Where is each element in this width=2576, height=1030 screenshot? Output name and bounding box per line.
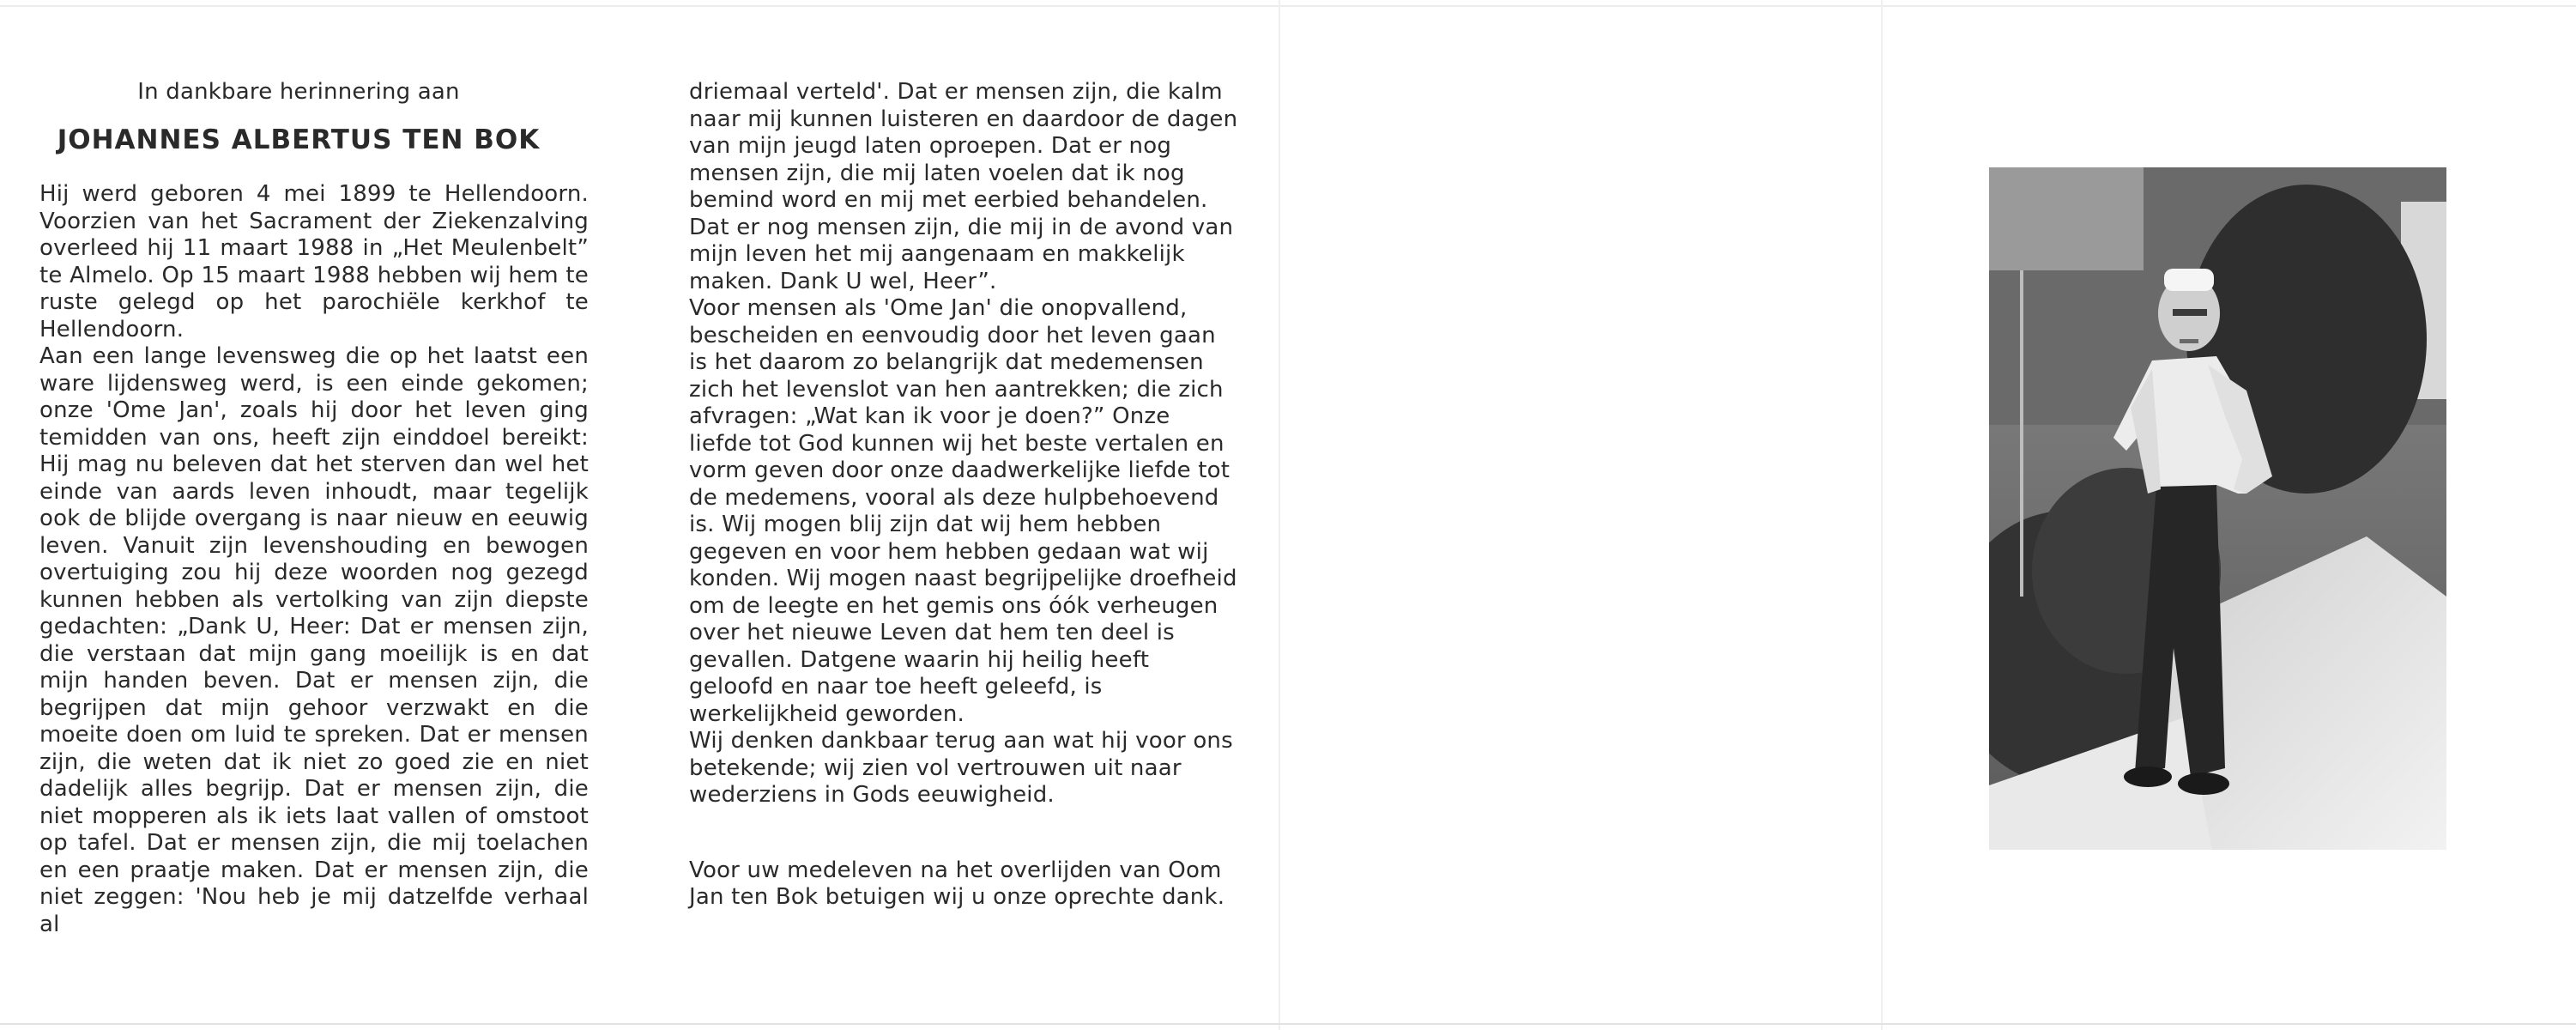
prayer-continuation-paragraph: driemaal verteld'. Dat er mensen zijn, die kalm naar mij kunnen luisteren en daardoor de dagen van mijn jeugd laten oproepen. Dat er nog mensen zijn, die mij laten voelen dat ik nog bemind word en mij met eerbied behandelen. Dat er nog mensen zijn, die mij in de avond van mijn leven het mij aangenaam en makkelijk maken. Dank U wel, Heer”.: [689, 79, 1238, 294]
biography-paragraph: Hij werd geboren 4 mei 1899 te Hellendoorn. Voorzien van het Sacrament der Ziekenzalving overleed hij 11 maart 1988 in „Het Meulenbelt” te Almelo. Op 15 maart 1988 hebben wij hem te ruste gelegd op het parochiële kerkhof te Hellendoorn.: [39, 181, 589, 342]
fold-line-1: [1279, 0, 1280, 1030]
fold-line-2: [1881, 0, 1883, 1030]
deceased-name: JOHANNES ALBERTUS TEN BOK: [57, 124, 541, 155]
left-text-column: [39, 79, 589, 938]
thanks-paragraph: Voor uw medeleven na het overlijden van Oom Jan ten Bok betuigen wij u onze oprechte dank.: [689, 857, 1225, 910]
closing-paragraph: Wij denken dankbaar terug aan wat hij voor ons betekende; wij zien vol vertrouwen uit naar wederziens in Gods eeuwigheid.: [689, 728, 1233, 808]
middle-text-column: [689, 79, 1238, 912]
portrait-photo-image: [1989, 167, 2446, 850]
bottom-edge-line: [0, 1023, 2576, 1025]
tribute-paragraph: Aan een lange levensweg die op het laatst een ware lijdensweg werd, is een einde gekomen; onze 'Ome Jan', zoals hij door het leven ging temidden van ons, heeft zijn einddoel bereikt: Hij mag nu beleven dat het sterven dan wel het einde van aards leven inhoudt, maar tegelijk ook de blijde overgang is naar nieuw en eeuwig leven. Vanuit zijn levenshouding en bewogen overtuiging zou hij deze woorden nog gezegd kunnen hebben als vertolking van zijn diepste gedachten: „Dank U, Heer: Dat er mensen zijn, die verstaan dat mijn gang moeilijk is en dat mijn handen beven. Dat er mensen zijn, die begrijpen dat mijn gehoor verzwakt en die moeite doen om luid te spreken. Dat er mensen zijn, die weten dat ik niet zo goed zie en niet dadelijk alles begrijp. Dat er mensen zijn, die niet mopperen als ik iets laat vallen of omstoot op tafel. Dat er mensen zijn, die mij toelachen en een praatje maken. Dat er mensen zijn, die niet zeggen: 'Nou heb je mij datzelfde verhaal al: [39, 343, 589, 937]
top-edge-line: [0, 5, 2576, 7]
portrait-photo: [1989, 167, 2446, 850]
reflection-paragraph: Voor mensen als 'Ome Jan' die onopvallend, bescheiden en eenvoudig door het leven gaan is het daarom zo belangrijk dat medemensen zich het levenslot van hen aantrekken; die zich afvragen: „Wat kan ik voor je doen?” Onze liefde tot God kunnen wij het beste vertalen en vorm geven door onze daadwerkelijke liefde tot de medemens, vooral als deze hulpbehoevend is. Wij mogen blij zijn dat wij hem hebben gegeven en voor hem hebben gedaan wat wij konden. Wij mogen naast begrijpelijke droefheid om de leegte en het gemis ons óók verheugen over het nieuwe Leven dat hem ten deel is gevallen. Datgene waarin hij heilig heeft geloofd en naar toe heeft geleefd, is werkelijkheid geworden.: [689, 295, 1237, 727]
intro-heading: In dankbare herinnering aan: [137, 79, 460, 105]
